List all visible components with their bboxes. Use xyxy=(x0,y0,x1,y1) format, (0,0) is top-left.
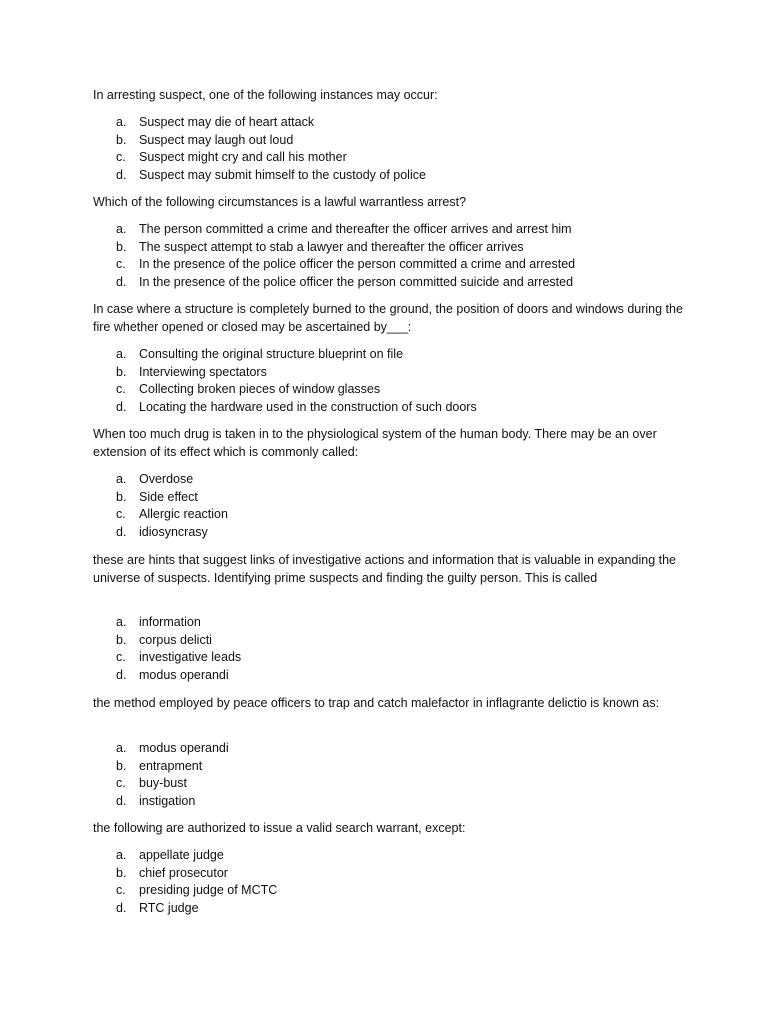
option-letter: c. xyxy=(116,382,126,396)
option-text: Suspect may submit himself to the custody of police xyxy=(139,167,426,182)
question-2-option-b xyxy=(116,239,524,257)
option-text: Suspect might cry and call his mother xyxy=(139,150,347,164)
option-letter: b. xyxy=(116,489,127,504)
question-7-option-d xyxy=(116,900,199,918)
option-letter: d. xyxy=(116,399,127,414)
question-4: When too much drug is taken in to the physiological system of the human body. There may be an over extension of its effect which is commonly called: xyxy=(93,427,657,459)
question-1-option-a xyxy=(116,114,314,132)
option-letter: b. xyxy=(116,865,127,880)
question-1-option-b xyxy=(116,132,293,150)
question-5-option-b xyxy=(116,632,212,650)
question-7-option-b xyxy=(116,865,228,883)
option-text: presiding judge of MCTC xyxy=(139,883,278,897)
option-letter: a. xyxy=(116,347,127,361)
question-5-option-d xyxy=(116,667,229,685)
option-letter: a. xyxy=(116,741,127,755)
option-text: Overdose xyxy=(139,472,194,486)
question-6-option-d xyxy=(116,793,195,811)
question-3-option-d xyxy=(116,399,477,417)
question-3-option-a xyxy=(116,346,403,364)
question-1-option-d xyxy=(116,167,426,185)
question-3: In case where a structure is completely burned to the ground, the position of doors and windows during the fire whether opened or closed may be ascertained by___: xyxy=(93,302,683,334)
option-text: Locating the hardware used in the construction of such doors xyxy=(139,399,477,414)
option-text: RTC judge xyxy=(139,900,199,915)
option-letter: c. xyxy=(116,650,126,664)
question-7-option-a xyxy=(116,847,224,865)
option-text: idiosyncrasy xyxy=(139,524,208,539)
option-letter: a. xyxy=(116,848,127,862)
option-letter: d. xyxy=(116,667,127,682)
option-text: In the presence of the police officer the person committed a crime and arrested xyxy=(139,257,576,271)
option-letter: d. xyxy=(116,274,127,289)
option-text: Allergic reaction xyxy=(139,507,228,521)
question-6-option-b xyxy=(116,758,202,776)
option-letter: d. xyxy=(116,900,127,915)
question-7: the following are authorized to issue a valid search warrant, except: xyxy=(93,821,466,835)
question-2-option-c xyxy=(116,256,575,274)
option-text: instigation xyxy=(139,793,196,808)
option-letter: d. xyxy=(116,524,127,539)
option-letter: c. xyxy=(116,883,126,897)
option-letter: c. xyxy=(116,150,126,164)
question-4-option-a xyxy=(116,471,193,489)
question-1: In arresting suspect, one of the following instances may occur: xyxy=(93,88,438,102)
option-letter: a. xyxy=(116,472,127,486)
question-4-option-c xyxy=(116,506,228,524)
option-letter: b. xyxy=(116,239,127,254)
option-text: Side effect xyxy=(139,489,198,504)
option-letter: c. xyxy=(116,257,126,271)
option-letter: b. xyxy=(116,132,127,147)
option-letter: c. xyxy=(116,507,126,521)
question-6-option-c xyxy=(116,775,187,793)
question-3-option-c xyxy=(116,381,380,399)
question-3-option-b xyxy=(116,364,267,382)
option-letter: b. xyxy=(116,364,127,379)
option-text: corpus delicti xyxy=(139,632,212,647)
option-text: modus operandi xyxy=(139,667,229,682)
question-5: these are hints that suggest links of investigative actions and information that is valuable in expanding the universe of suspects. Identifying prime suspects and finding the guilty person. This is called xyxy=(93,553,676,585)
question-4-option-b xyxy=(116,489,198,507)
option-text: entrapment xyxy=(139,758,203,773)
option-text: Suspect may die of heart attack xyxy=(139,115,315,129)
question-7-option-c xyxy=(116,882,277,900)
option-text: In the presence of the police officer the person committed suicide and arrested xyxy=(139,274,574,289)
option-text: Suspect may laugh out loud xyxy=(139,132,294,147)
option-letter: a. xyxy=(116,115,127,129)
question-5-option-c xyxy=(116,649,241,667)
option-letter: a. xyxy=(116,222,127,236)
option-text: The person committed a crime and thereafter the officer arrives and arrest him xyxy=(139,222,572,236)
option-text: investigative leads xyxy=(139,650,242,664)
question-5-option-a xyxy=(116,614,201,632)
question-2: Which of the following circumstances is a lawful warrantless arrest? xyxy=(93,195,467,209)
option-text: appellate judge xyxy=(139,848,224,862)
option-letter: b. xyxy=(116,632,127,647)
option-letter: d. xyxy=(116,167,127,182)
option-letter: c. xyxy=(116,776,126,790)
question-2-option-d xyxy=(116,274,573,292)
option-text: information xyxy=(139,615,201,629)
option-text: buy-bust xyxy=(139,776,187,790)
question-6-option-a xyxy=(116,740,229,758)
option-letter: a. xyxy=(116,615,127,629)
question-1-option-c xyxy=(116,149,347,167)
option-text: Consulting the original structure blueprint on file xyxy=(139,347,404,361)
option-text: chief prosecutor xyxy=(139,865,228,880)
question-2-option-a xyxy=(116,221,572,239)
option-text: The suspect attempt to stab a lawyer and thereafter the officer arrives xyxy=(139,239,524,254)
question-6: the method employed by peace officers to trap and catch malefactor in inflagrante delictio is known as: xyxy=(93,696,660,710)
question-4-option-d xyxy=(116,524,208,542)
option-text: Interviewing spectators xyxy=(139,364,267,379)
option-letter: b. xyxy=(116,758,127,773)
option-text: modus operandi xyxy=(139,741,229,755)
option-text: Collecting broken pieces of window glasses xyxy=(139,382,381,396)
option-letter: d. xyxy=(116,793,127,808)
